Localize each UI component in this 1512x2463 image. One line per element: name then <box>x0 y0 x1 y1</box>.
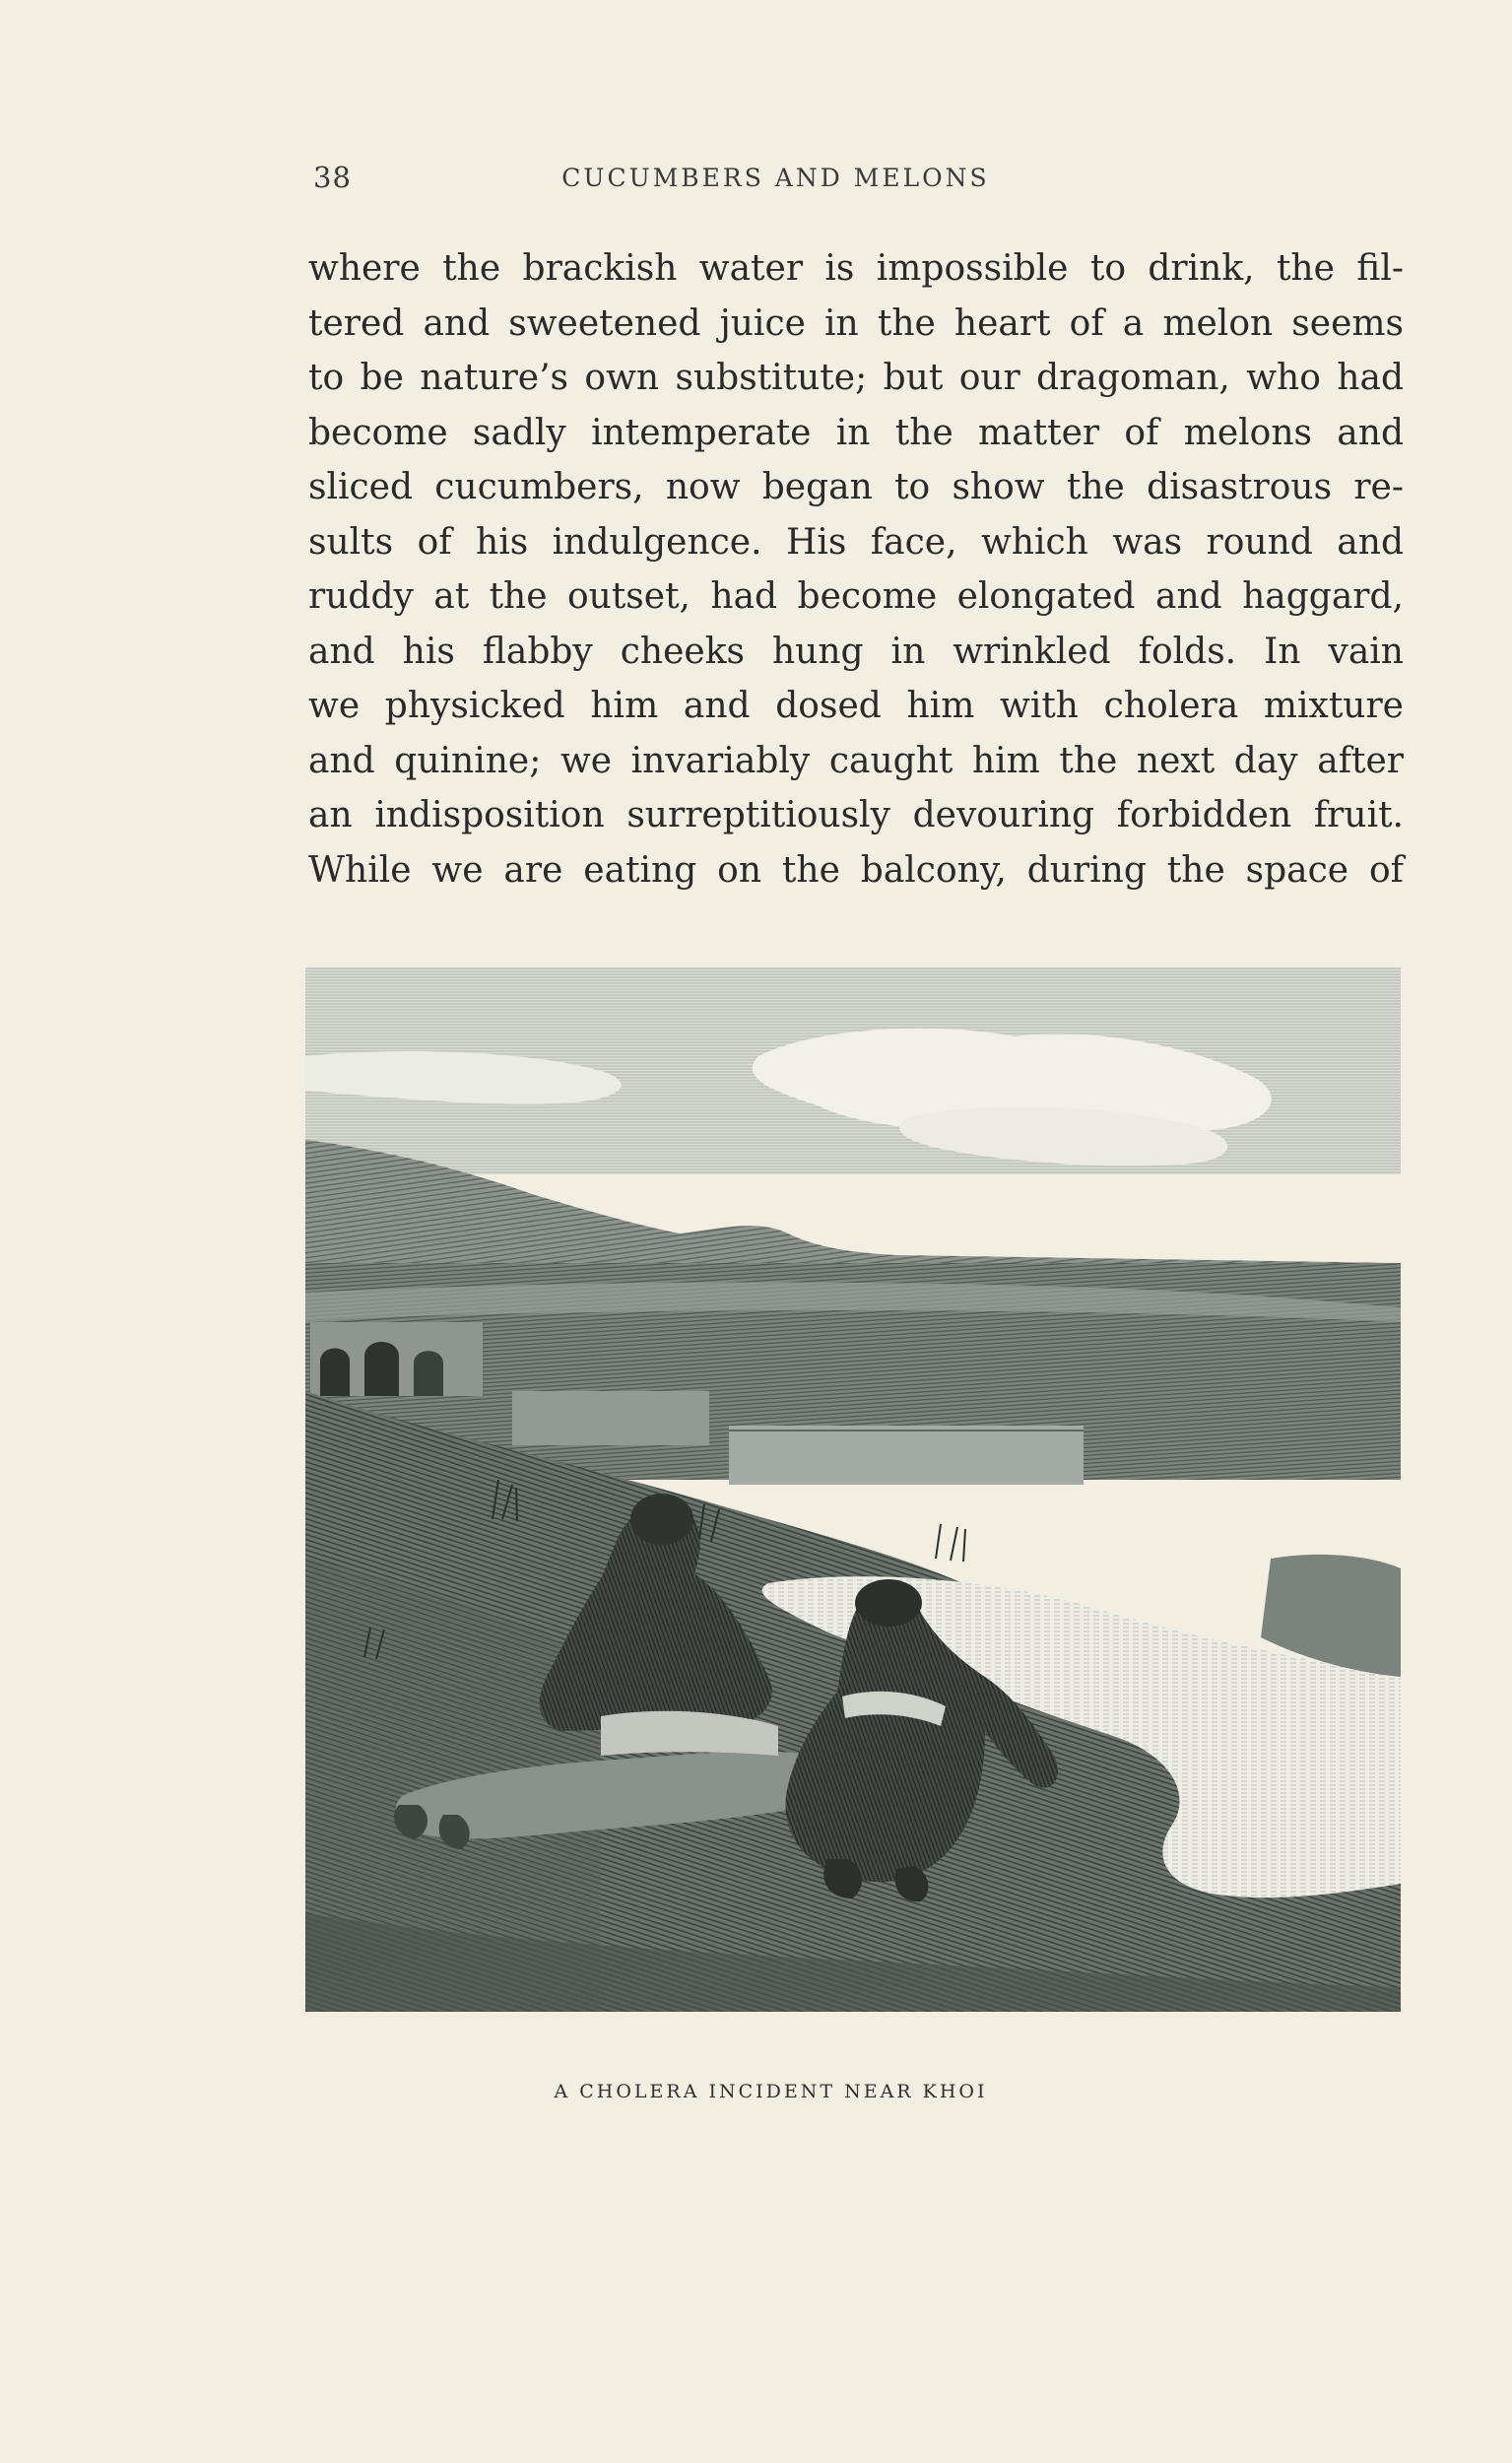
text-line: an indisposition surreptitiously devouring forbidden fruit. <box>308 795 1404 835</box>
text-line: tered and sweetened juice in the heart of a melon seems <box>308 302 1404 344</box>
text-line: While we are eating on the balcony, during the space of <box>308 849 1404 891</box>
text-line: where the brackish water is impossible to drink, the fil- <box>308 248 1404 289</box>
text-line: become sadly intemperate in the matter of melons and <box>308 412 1404 453</box>
running-head: CUCUMBERS AND MELONS <box>561 164 990 192</box>
text-line: and his flabby cheeks hung in wrinkled folds. In vain <box>308 631 1404 672</box>
text-line: sliced cucumbers, now began to show the disastrous re- <box>308 467 1404 507</box>
text-line: to be nature’s own substitute; but our dragoman, who had <box>308 358 1404 398</box>
engraving-illustration <box>305 967 1401 2012</box>
text-line: and quinine; we invariably caught him the next day after <box>308 740 1404 781</box>
page-number: 38 <box>313 161 352 194</box>
text-line: ruddy at the outset, had become elongated and haggard, <box>308 576 1404 617</box>
body-text <box>308 241 1404 898</box>
text-line: we physicked him and dosed him with cholera mixture <box>308 686 1404 726</box>
illustration-caption: A CHOLERA INCIDENT NEAR KHOI <box>554 2081 988 2102</box>
engraving-svg <box>305 967 1401 2012</box>
text-line: sults of his indulgence. His face, which was round and <box>308 521 1404 563</box>
